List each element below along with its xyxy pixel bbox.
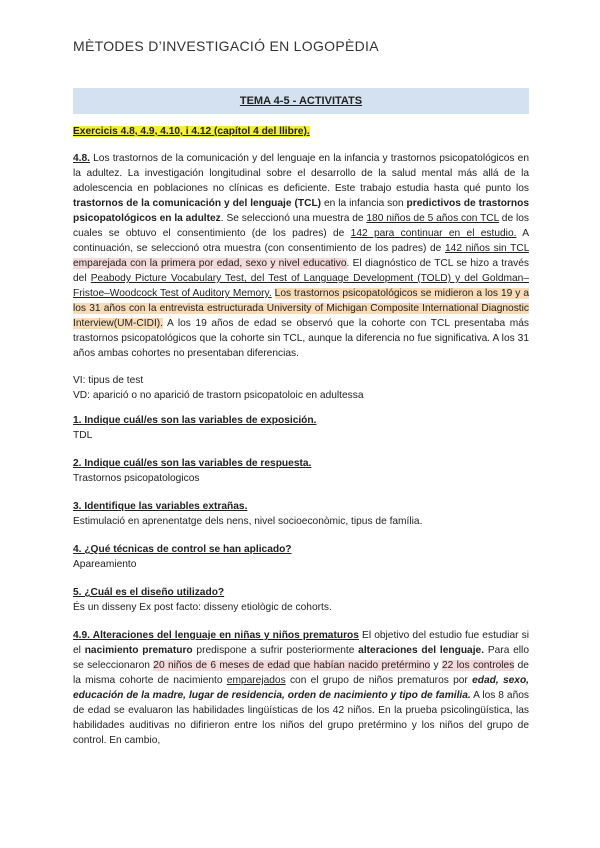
question-3: 3. Identifique las variables extrañas. — [73, 501, 248, 512]
highlighted-text: 22 los controles — [441, 660, 515, 671]
answer-4: Apareamiento — [73, 559, 137, 570]
text: predispone a sufrir posteriormente — [192, 645, 359, 656]
text: Los trastornos de la comunicación y del lenguaje en la infancia y trastornos psicopatológicos en la adultez. La investigación longitudinal sobre el desarrollo de la salud mental más allá de la adolescencia en poblaciones no clínicas es deficiente. Este trabajo estudia hasta qué punto los — [73, 153, 529, 194]
highlighted-text: emparejada con la primera por edad, sexo y nivel educativo — [73, 258, 347, 269]
bold-text: predictivos de trastornos psicopatológicos en la adultez — [73, 198, 530, 224]
text: A continuación, se seleccionó otra muestra (con consentimiento de los padres) de — [73, 228, 529, 254]
highlighted-text: Los trastornos psicopatológicos se midieron a los 19 y a los 31 años con la entrevista estructurada University of Michigan Composite International Diagnostic Interview(UM-CIDI). — [73, 288, 529, 329]
underlined-text: Peabody Picture Vocabulary Test, del Test of Language Development (TOLD) y del Goldman–Fristoe–Woodcock Test of Auditory Memory. — [73, 273, 529, 299]
exercise-title: 4.9. Alteraciones del lenguaje en niñas y niños prematuros — [73, 630, 359, 641]
answer-3: Estimulació en aprenentatge dels nens, nivel socioeconòmic, tipus de família. — [73, 516, 423, 527]
text: A los 8 años de edad se evaluaron las habilidades lingüísticas de los 42 niños. En la prueba psicolingüística, las habilidades auditivas no difirieron entre los niños del grupo pretérmino y los niños del grupo de control. En cambio, — [73, 690, 529, 746]
exercises-line — [73, 124, 529, 139]
text: A los 19 años de edad se observó que la cohorte con TCL presentaba más trastornos psicopatológicos que la cohorte sin TCL, aunque la diferencia no fue significativa. A los 31 años ambas cohortes no presentaban diferencias. — [73, 318, 529, 359]
text: y — [430, 660, 442, 671]
text: con el grupo de niños prematuros por — [285, 675, 473, 686]
text: en la infancia son — [321, 198, 407, 209]
exercises-highlight: Exercicis 4.8, 4.9, 4.10, i 4.12 (capítol 4 del llibre). — [73, 126, 310, 137]
underlined-text: 142 para continuar en el estudio. — [350, 228, 517, 239]
text: . Se seleccionó una muestra de — [220, 213, 367, 224]
highlighted-text: 20 niños de 6 meses de edad que habían nacido pretérmino — [153, 660, 431, 671]
answer-5: És un disseny Ex post facto: disseny etiològic de cohorts. — [73, 602, 332, 613]
paragraph-4-8 — [73, 151, 529, 361]
text: de la misma cohorte de nacimiento — [73, 660, 529, 686]
text: de los cuales se obtuvo el consentimiento (de los padres) de — [73, 213, 530, 239]
answer-2: Trastornos psicopatologicos — [73, 473, 200, 484]
text: Para ello se seleccionaron — [73, 645, 529, 671]
bold-text: nacimiento prematuro — [84, 645, 193, 656]
bold-italic-text: edad, sexo, educación de la madre, lugar de residencia, orden de nacimiento y tipo de familia. — [73, 675, 529, 701]
answer-1: TDL — [73, 430, 93, 441]
question-1: 1. Indique cuál/es son las variables de exposición. — [73, 415, 317, 426]
underlined-text: 180 niños de 5 años con TCL — [366, 213, 499, 224]
question-4: 4. ¿Qué técnicas de control se han aplicado? — [73, 544, 292, 555]
text: . El diagnóstico de TCL se hizo a través del — [73, 258, 529, 284]
document-body — [73, 124, 529, 760]
question-2: 2. Indique cuál/es son las variables de respuesta. — [73, 458, 312, 469]
exercise-number: 4.8. — [73, 153, 90, 164]
bold-text: alteraciones del lenguaje. — [358, 645, 485, 656]
bold-text: trastornos de la comunicación y del lenguaje (TCL) — [73, 198, 322, 209]
vi-line: VI: tipus de test — [73, 375, 144, 386]
page-header: MÈTODES D’INVESTIGACIÓ EN LOGOPÈDIA — [73, 38, 379, 54]
text: El objetivo del estudio fue estudiar si el — [73, 630, 529, 656]
question-5: 5. ¿Cuál es el diseño utilizado? — [73, 587, 225, 598]
vd-line: VD: aparició o no aparició de trastorn psicopatoloic en adultessa — [73, 390, 364, 401]
underlined-text: emparejados — [226, 675, 286, 686]
underlined-text: 142 niños sin TCL — [444, 243, 529, 254]
paragraph-4-9 — [73, 628, 529, 748]
section-title: TEMA 4-5 - ACTIVITATS — [73, 88, 529, 114]
